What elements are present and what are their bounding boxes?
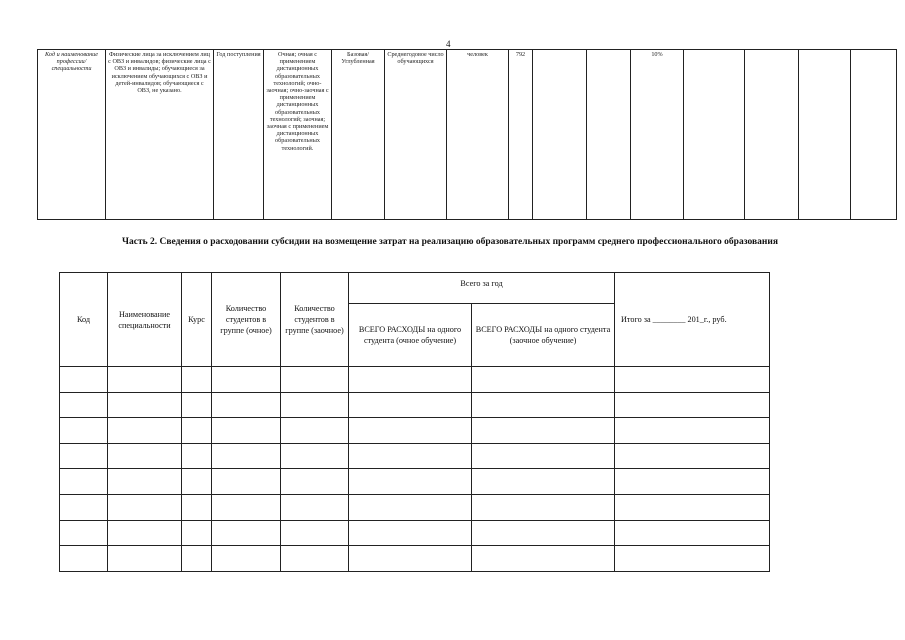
table-cell [472,443,615,469]
table-row [60,443,770,469]
header-itogo: Итого за ________ 201_г., руб. [615,273,770,367]
cell-empty [745,50,799,220]
table-cell [108,367,182,393]
table-row [60,494,770,520]
table-cell [281,367,349,393]
table-cell [108,520,182,546]
table-cell [472,418,615,444]
table-cell [212,392,281,418]
table-cell [349,443,472,469]
cell-empty [851,50,897,220]
table-cell [472,494,615,520]
table-cell [615,494,770,520]
table-cell [349,469,472,495]
cell-level: Базовая/ Углубленная [332,50,385,220]
table-cell [108,443,182,469]
table-cell [182,494,212,520]
table-row [60,392,770,418]
table-cell [615,392,770,418]
table-cell [472,367,615,393]
table-row [60,469,770,495]
cell-indicator: Среднегодовое число обучающихся [385,50,447,220]
table-cell [281,418,349,444]
table-cell [212,494,281,520]
cell-empty [799,50,851,220]
table-cell [108,392,182,418]
table-row [60,367,770,393]
table-cell [182,469,212,495]
table-cell [108,494,182,520]
table-cell [281,443,349,469]
cell-category: Физические лица за исключением лиц с ОВЗ и инвалидов; физические лица с ОВЗ и инвалиды; обучающиеся за исключением обучающихся с ОВЗ и детей-инвалидов; обучающиеся с ОВЗ, не указано. [106,50,214,220]
table-cell [281,494,349,520]
table-cell [349,367,472,393]
table-cell [615,546,770,572]
table-cell [212,520,281,546]
table-row [60,418,770,444]
header-specialty: Наименование специальности [108,273,182,367]
table-cell [281,520,349,546]
header-qty-part: Количество студентов в группе (заочное) [281,273,349,367]
table-cell [182,367,212,393]
table-cell [182,520,212,546]
table-cell [60,367,108,393]
table-cell [472,469,615,495]
expenses-table [59,272,770,572]
table-cell [212,367,281,393]
table-cell [108,469,182,495]
table-cell [182,392,212,418]
cell-year: Год поступления [214,50,264,220]
header-kurs: Курс [182,273,212,367]
table-cell [108,546,182,572]
table-cell [60,520,108,546]
table-row [60,520,770,546]
cell-code-name: Код и наименование профессии/специальности [38,50,106,220]
cell-empty [684,50,745,220]
table-cell [281,392,349,418]
table-cell [615,418,770,444]
table-cell [281,469,349,495]
table-cell [615,367,770,393]
table-cell [349,546,472,572]
table-cell [349,494,472,520]
page-number: 4 [446,39,451,49]
table-cell [60,546,108,572]
part2-heading: Часть 2. Сведения о расходовании субсидии на возмещение затрат на реализацию образовательных программ среднего профессионального образования [122,237,778,247]
table-cell [212,469,281,495]
header-expenses-part: ВСЕГО РАСХОДЫ на одного студента (заочное обучение) [472,304,615,367]
table-cell [212,418,281,444]
table-cell [472,546,615,572]
table-cell [349,520,472,546]
cell-deviation: 10% [631,50,684,220]
table-cell [615,443,770,469]
cell-empty [533,50,587,220]
cell-code: 792 [509,50,533,220]
table-cell [182,546,212,572]
header-kod: Код [60,273,108,367]
cell-unit: человек [447,50,509,220]
table-cell [108,418,182,444]
table-cell [472,520,615,546]
table-cell [182,443,212,469]
indicators-table [37,49,897,220]
table-row [60,546,770,572]
table-cell [60,392,108,418]
header-expenses-full: ВСЕГО РАСХОДЫ на одного студента (очное обучение) [349,304,472,367]
table-cell [182,418,212,444]
table-cell [60,418,108,444]
table-cell [212,443,281,469]
header-total-year: Всего за год [349,273,615,304]
table-cell [60,494,108,520]
header-qty-full: Количество студентов в группе (очное) [212,273,281,367]
cell-empty [587,50,631,220]
table-cell [349,392,472,418]
table-cell [281,546,349,572]
cell-form: Очная; очная с применением дистанционных образовательных технологий; очно-заочная; очно-заочная с применением дистанционных образовательных технологий; заочная; заочная с применением дистанционных образовательных технологий. [264,50,332,220]
table-cell [615,469,770,495]
table-cell [60,469,108,495]
table-cell [212,546,281,572]
expenses-table-body [60,367,770,572]
table-cell [615,520,770,546]
table-cell [349,418,472,444]
table-cell [60,443,108,469]
table-cell [472,392,615,418]
